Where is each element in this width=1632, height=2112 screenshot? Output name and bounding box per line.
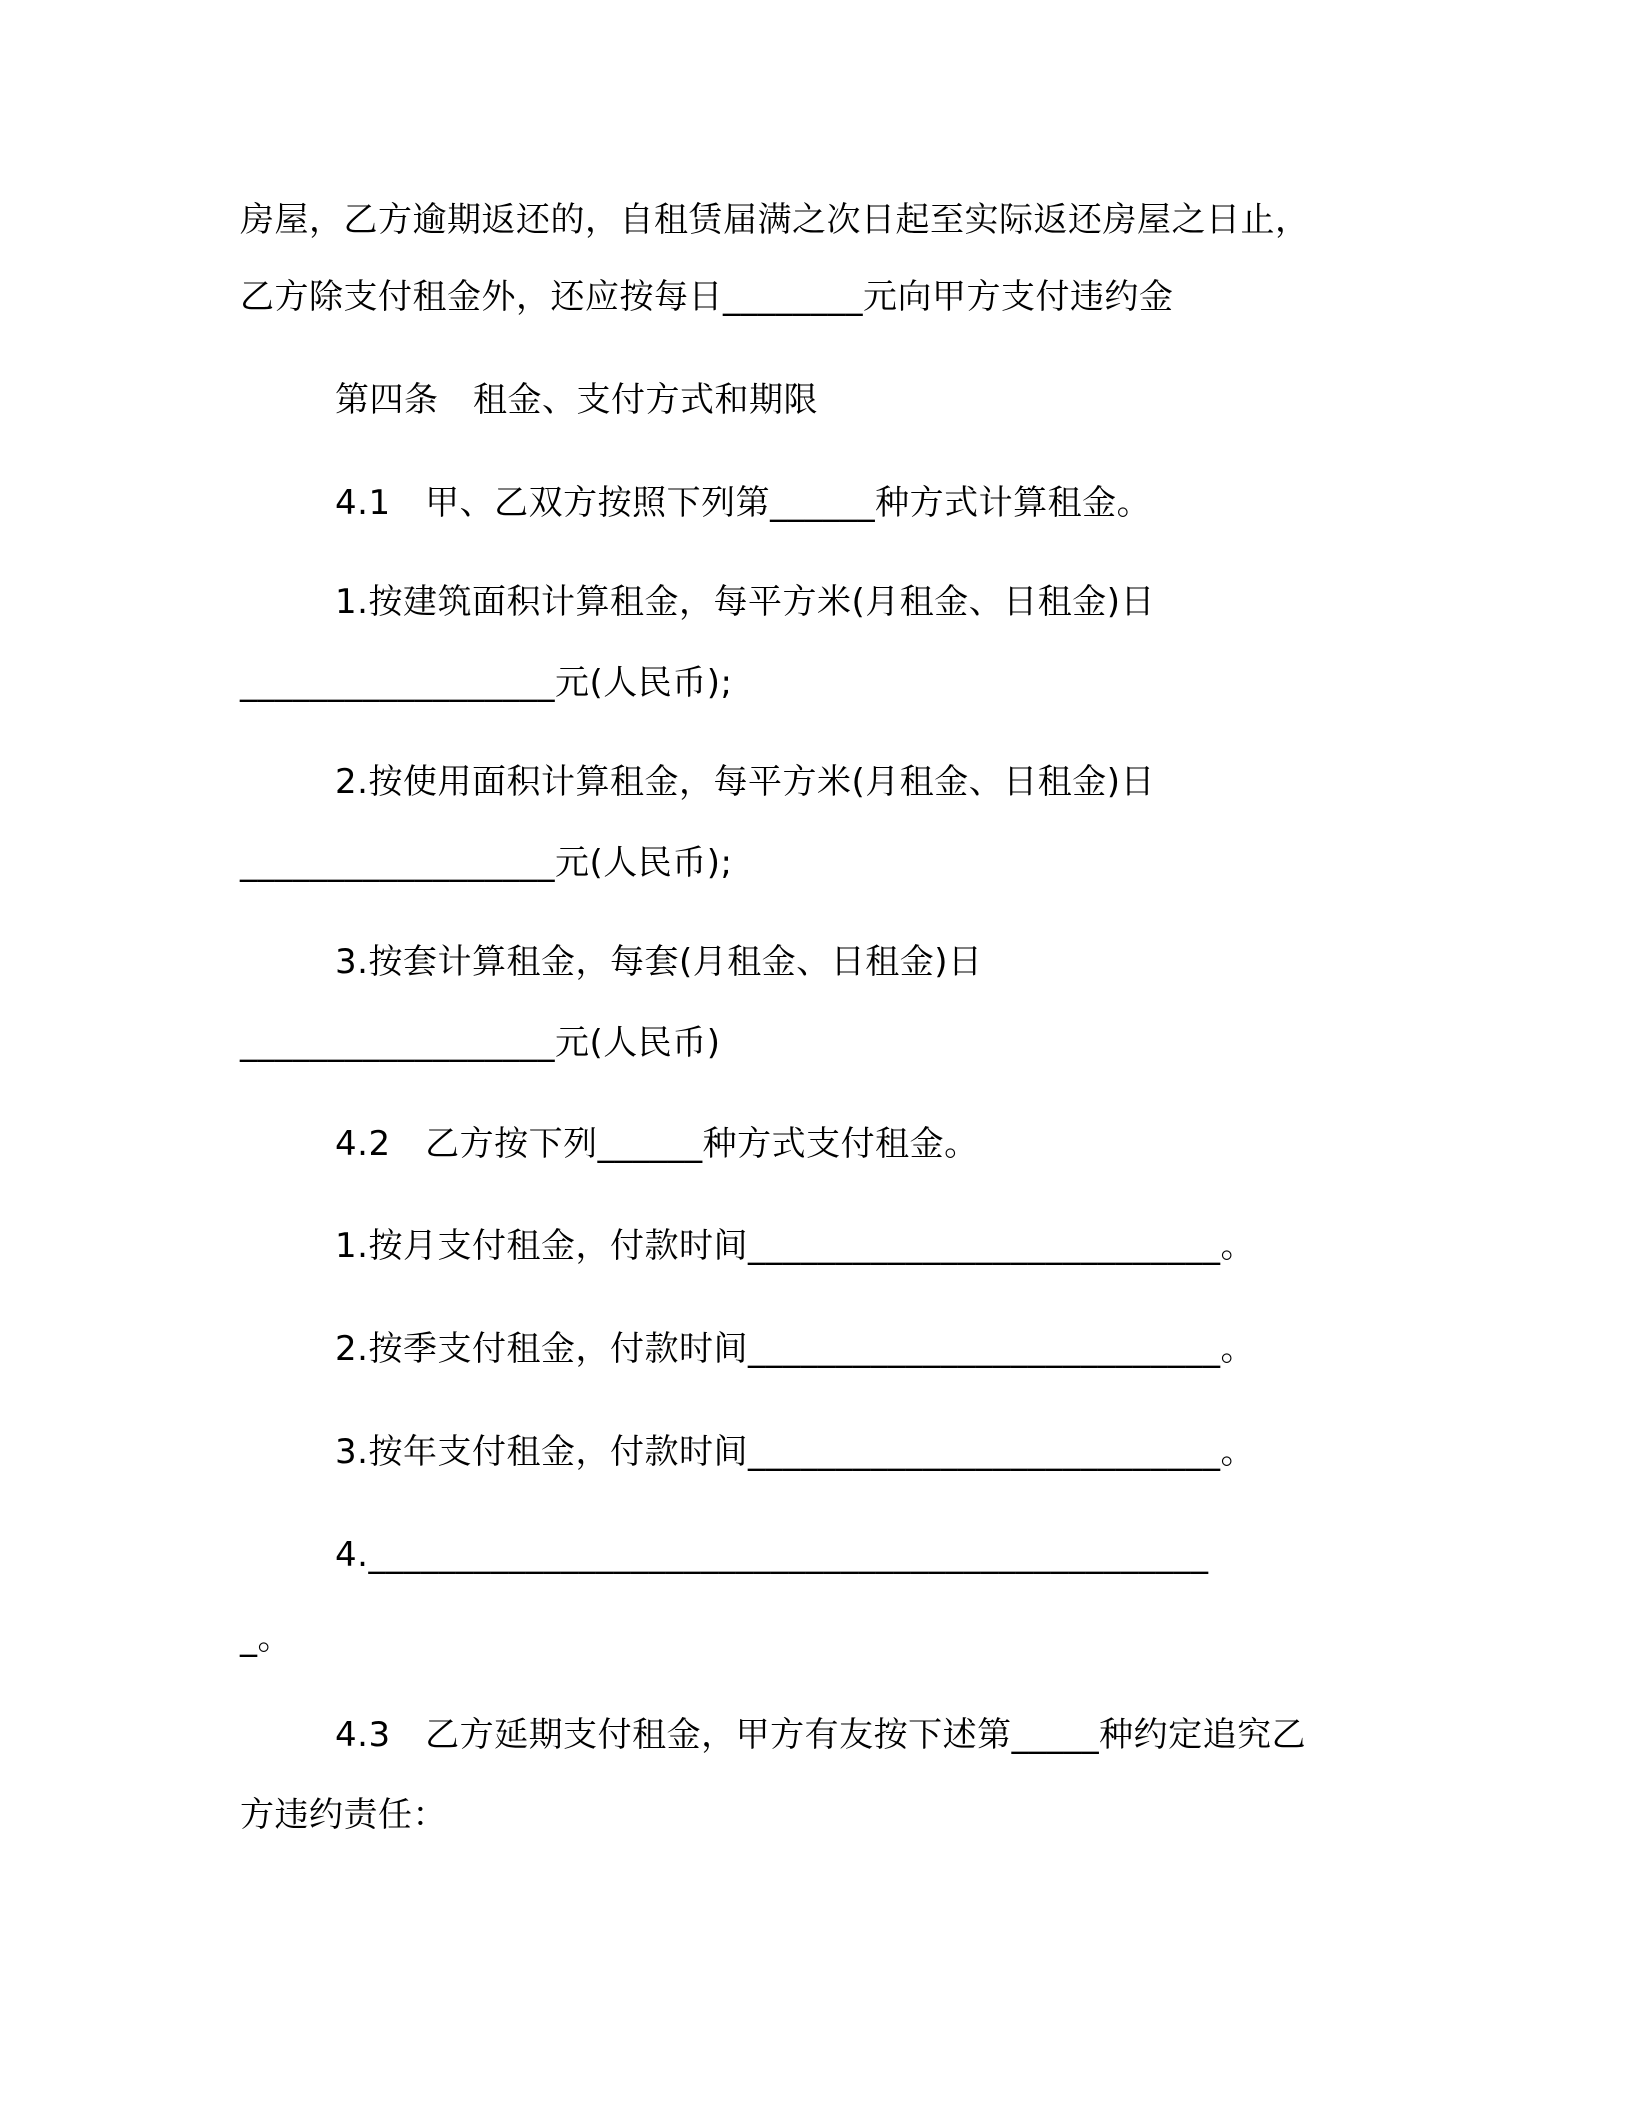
clause-line: 3.按年支付租金，付款时间___________________________。 (335, 1432, 1255, 1472)
clause-line: 3.按套计算租金，每套(月租金、日租金)日 (335, 942, 983, 982)
clause-line: 2.按季支付租金，付款时间___________________________。 (335, 1329, 1255, 1369)
clause-line: 1.按月支付租金，付款时间___________________________。 (335, 1226, 1255, 1266)
clause-line: 4.2 乙方按下列______种方式支付租金。 (335, 1124, 979, 1164)
clause-line: 2.按使用面积计算租金，每平方米(月租金、日租金)日 (335, 762, 1155, 802)
clause-line: 1.按建筑面积计算租金，每平方米(月租金、日租金)日 (335, 582, 1155, 622)
blank-fill-line: __________________元(人民币) (240, 1023, 721, 1063)
paragraph-line: 房屋，乙方逾期返还的，自租赁届满之次日起至实际返还房屋之日止， (240, 200, 1310, 240)
clause-line: 4.________________________________________________ (335, 1535, 1209, 1575)
section-heading: 第四条 租金、支付方式和期限 (335, 380, 818, 420)
paragraph-line: 方违约责任： (240, 1795, 447, 1835)
blank-fill-line: __________________元(人民币); (240, 843, 733, 883)
paragraph-line: 乙方除支付租金外，还应按每日________元向甲方支付违约金 (240, 277, 1174, 317)
clause-line: 4.3 乙方延期支付租金，甲方有友按下述第_____种约定追究乙 (335, 1715, 1307, 1755)
blank-fill-line: _。 (240, 1618, 292, 1658)
blank-fill-line: __________________元(人民币); (240, 663, 733, 703)
clause-line: 4.1 甲、乙双方按照下列第______种方式计算租金。 (335, 483, 1152, 523)
